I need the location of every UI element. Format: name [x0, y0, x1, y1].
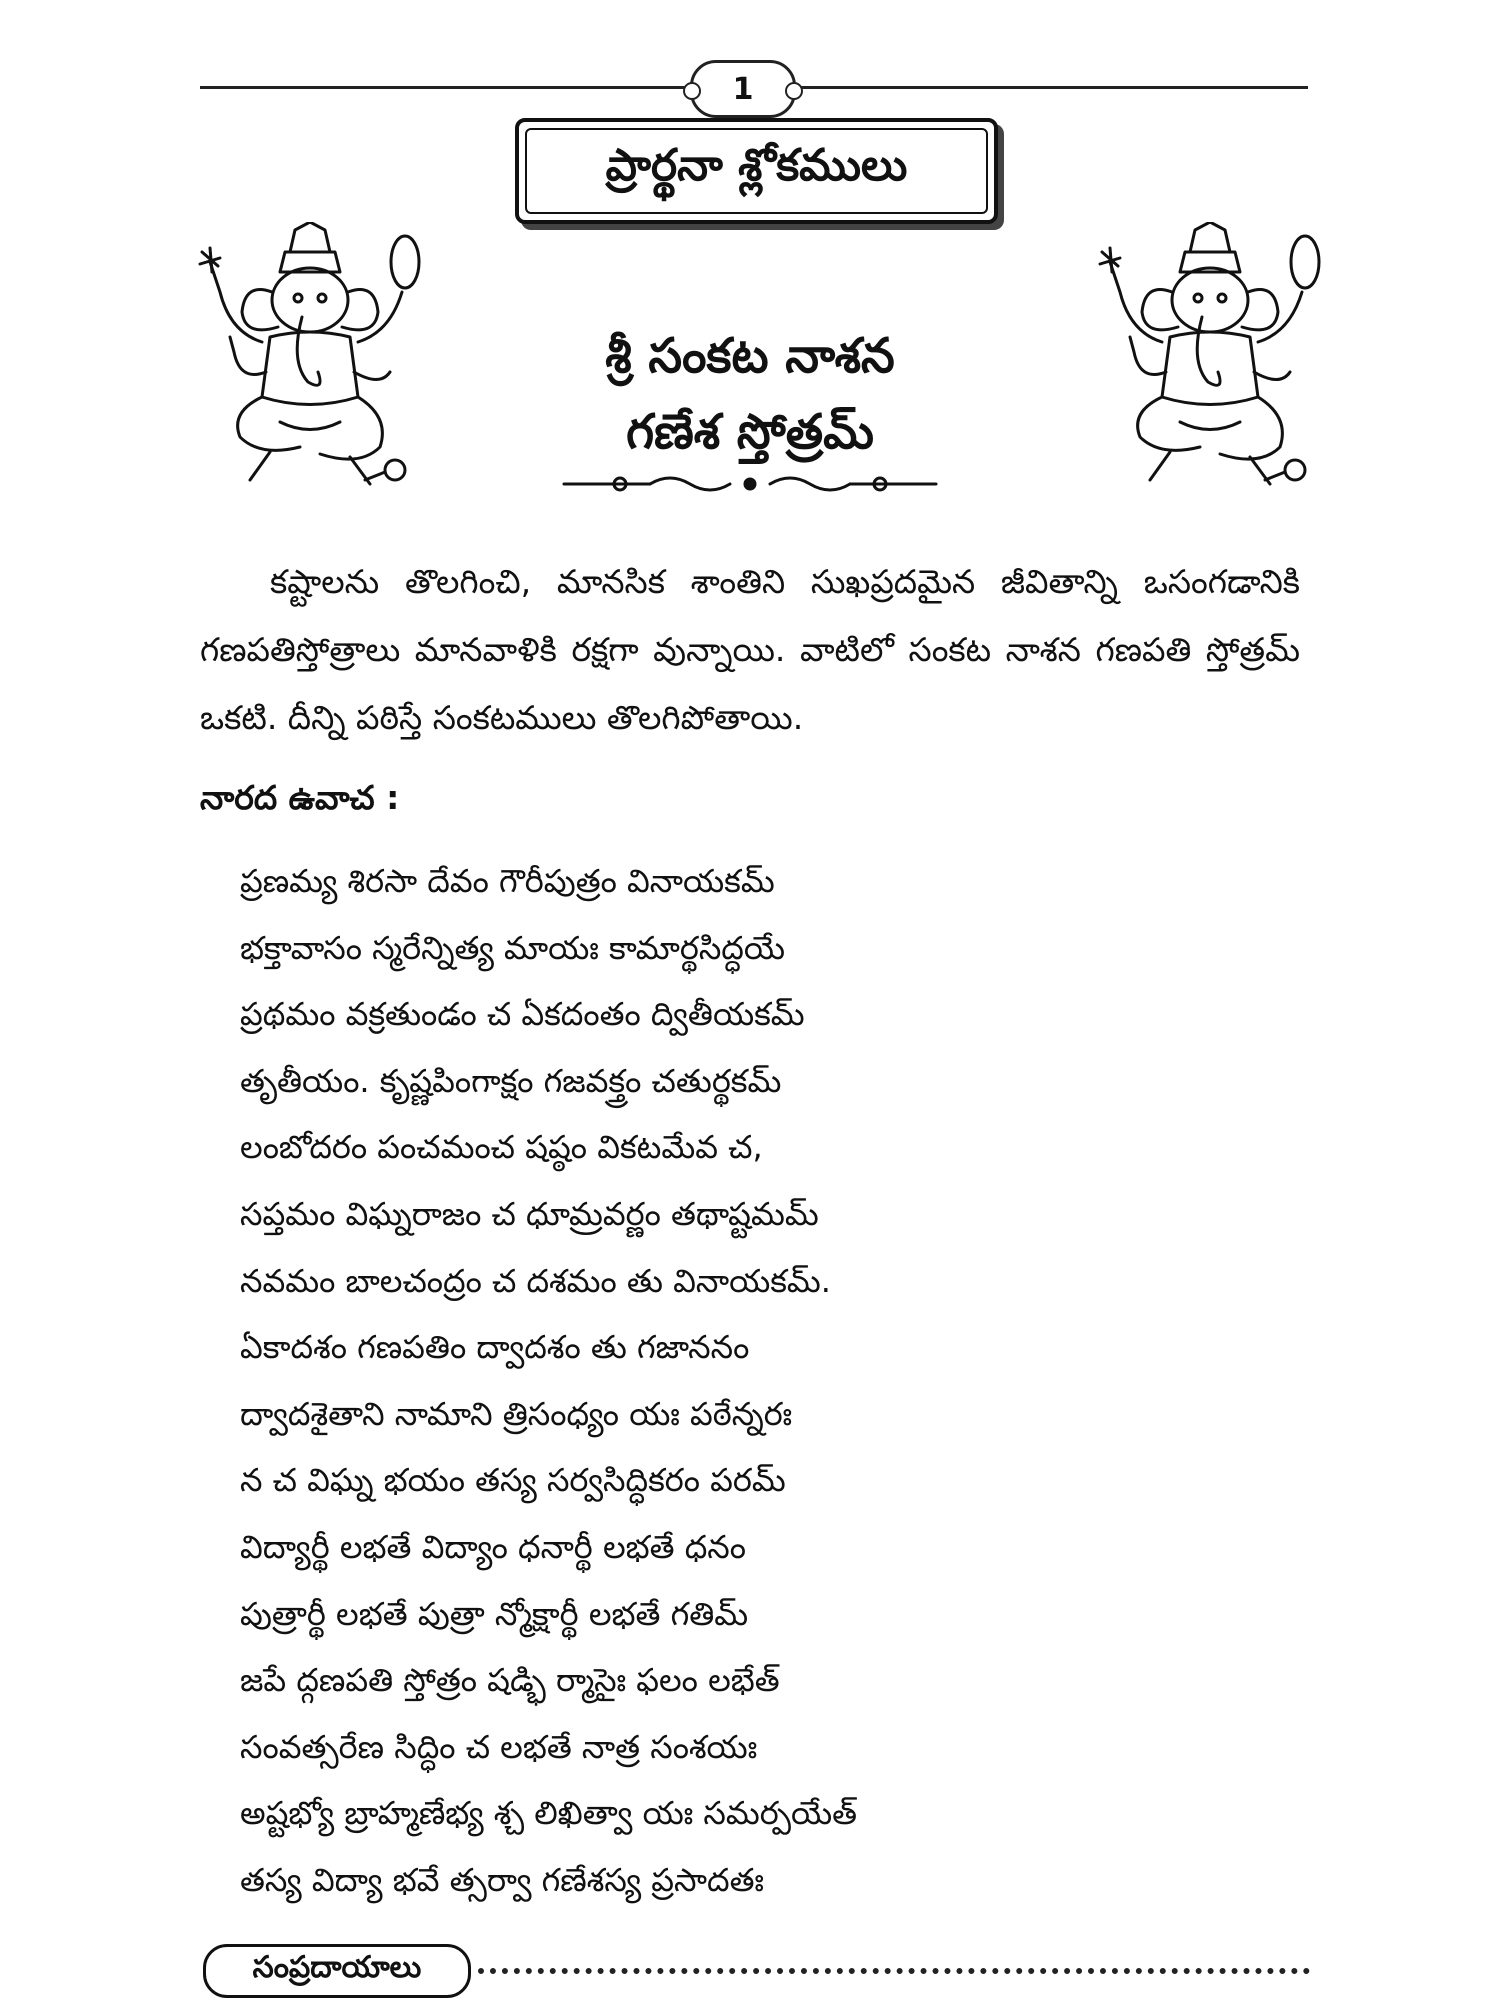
stotram-title — [470, 318, 1030, 470]
verse-line: విద్యార్థీ లభతే విద్యాం ధనార్థీ లభతే ధనం — [240, 1527, 746, 1566]
verse-line: తస్య విద్యా భవే త్సర్వా గణేశస్య ప్రసాదతః — [240, 1860, 764, 1899]
verse-line: ద్వాదశైతాని నామాని త్రిసంధ్యం యః పఠేన్నరః — [240, 1394, 793, 1433]
verse-list — [240, 848, 1300, 1914]
footer-label: సంప్రదాయాలు — [203, 1944, 471, 1998]
verse-line: న చ విఘ్న భయం తస్య సర్వసిద్ధికరం పరమ్ — [240, 1461, 786, 1500]
ganesha-illustration-right — [1090, 222, 1330, 492]
verse-line: నవమం బాలచంద్రం చ దశమం తు వినాయకమ్. — [240, 1261, 831, 1300]
section-title-text: ప్రార్థనా శ్లోకములు — [605, 140, 908, 191]
ganesha-illustration-left — [190, 222, 430, 492]
verse-line: అష్టభ్యో బ్రాహ్మణేభ్య శ్చ లిఖిత్వా యః సమర్పయేత్ — [240, 1794, 858, 1833]
stotram-title-line1: శ్రీ సంకట నాశన — [605, 328, 895, 384]
stotram-title-line2: గణేశ స్తోత్రమ్ — [626, 404, 874, 460]
verse-line: ప్రథమం వక్రతుండం చ ఏకదంతం ద్వితీయకమ్ — [240, 995, 805, 1034]
verse-line: ప్రణమ్య శిరసా దేవం గౌరీపుత్రం వినాయకమ్ — [240, 862, 775, 900]
page-number: 1 — [690, 60, 796, 118]
intro-paragraph: కష్టాలను తొలగించి, మానసిక శాంతిని సుఖప్రదమైన జీవితాన్ని ఒసంగడానికి గణపతిస్తోత్రాలు మానవాళికి రక్షగా వున్నాయి. వాటిలో సంకట నాశన గణపతి స్తోత్రమ్ ఒకటి. దీన్ని పఠిస్తే సంకటములు తొలగిపోతాయి. — [200, 562, 1300, 737]
verse-line: భక్తావాసం స్మరేన్నిత్య మాయః కామార్థసిద్ధయే — [240, 928, 786, 967]
footer-dotted-rule — [478, 1968, 1310, 1974]
verse-line: లంబోదరం పంచమంచ షష్ఠం వికటమేవ చ, — [240, 1128, 763, 1167]
verse-line: తృతీయం. కృష్ణపింగాక్షం గజవక్త్రం చతుర్థకమ్ — [240, 1061, 782, 1100]
verse-line: సంవత్సరేణ సిద్ధిం చ లభతే నాత్ర సంశయః — [240, 1727, 758, 1766]
section-title — [515, 118, 998, 224]
speaker-heading: నారద ఉవాచ : — [200, 778, 400, 817]
verse-line: సప్తమం విఘ్నరాజం చ ధూమ్రవర్ణం తథాష్టమమ్ — [240, 1194, 819, 1233]
verse-line: పుత్రార్థీ లభతే పుత్రా న్మోక్షార్థీ లభతే గతిమ్ — [240, 1594, 749, 1633]
verse-line: జపే ద్గణపతి స్తోత్రం షడ్భి ర్మాసైః ఫలం లభేత్ — [240, 1661, 780, 1700]
title-ornament — [560, 470, 940, 498]
verse-line: ఏకాదశం గణపతిం ద్వాదశం తు గజాననం — [240, 1328, 750, 1367]
